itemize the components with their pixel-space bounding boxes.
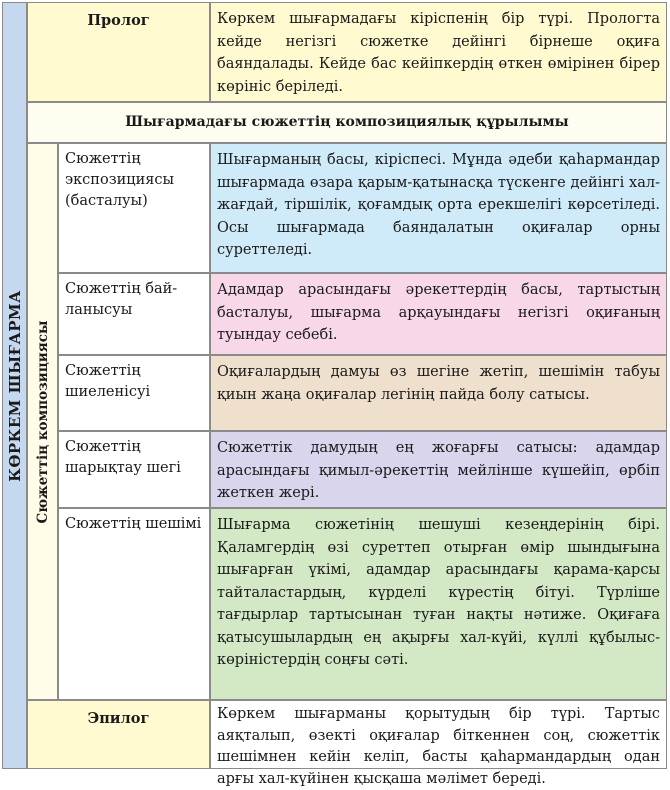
side-label-main-text: КӨРКЕМ ШЫҒАРМА: [5, 289, 24, 482]
epilogue-term: Эпилог: [27, 700, 210, 769]
stage-resolution-term: Сюжеттің шешімі: [58, 508, 210, 700]
section-heading: Шығармадағы сюжеттің композициялық құрылымы: [27, 102, 667, 143]
stage-rising-definition: Оқиғалардың дамуы өз шегіне жетіп, шешімін табуы қиын жаңа оқиғалар легінің пайда болу сатысы.: [210, 355, 667, 431]
epilogue-definition: Көркем шығарманы қорытудың бір түрі. Тартыс аяқталып, өзекті оқиғалар біткеннен соң, сюжеттік шешімнен кейін келіп, басты қаһармандардың одан арғы хал-күйінен қысқаша мәлімет береді.: [210, 700, 667, 769]
side-label-sub-text: Сюжеттің композициясы: [34, 319, 51, 524]
stage-exposition-term: Сюжеттің экспозициясы (басталуы): [58, 143, 210, 273]
stage-rising-term: Сюжеттің шиеленісуі: [58, 355, 210, 431]
side-label-main: [2, 2, 27, 769]
prologue-definition: Көркем шығармадағы кіріспенің бір түрі. Прологта кейде негізгі сюжетке дейінгі бірнеше оқиға баяндалады. Кейде бас кейіпкердің өткен өмірінен бірер көрініс беріледі.: [210, 2, 667, 102]
side-label-sub: [27, 143, 58, 700]
stage-exposition-definition: Шығарманың басы, кіріспесі. Мұнда әдеби қаһармандар шығармада өзара қарым-қатынасқа түскенге дейінгі хал-жағдай, тіршілік, қоғамдық орта ерекшелігі көрсетіледі. Осы шығармада баяндалатын оқиғалар орны суреттеледі.: [210, 143, 667, 273]
stage-complication-term: Сюжеттің байланысуы: [58, 273, 210, 355]
stage-resolution-definition: Шығарма сюжетінің шешуші кезеңдерінің бірі. Қаламгердің өзі суреттеп отырған өмір шындығына шығарған үкімі, адамдар арасындағы қарама-қарсы тайталастардың, күрделі күрестің бітуі. Түрліше тағдырлар тартысынан туған нақты нәтиже. Оқиғаға қатысушылардың ең ақырғы хал-күйі, күллі құбылыс-көріністердің соңғы сәті.: [210, 508, 667, 700]
stage-climax-term: Сюжеттің шарықтау шегі: [58, 431, 210, 508]
stage-climax-definition: Сюжеттік дамудың ең жоғарғы сатысы: адамдар арасындағы қимыл-әрекеттің мейлінше күшейіп, өрбіп жеткен жері.: [210, 431, 667, 508]
composition-table: [2, 2, 667, 787]
stage-complication-definition: Адамдар арасындағы әрекеттердің басы, тартыстың басталуы, шығарма арқауындағы негізгі оқиғаның туындау себебі.: [210, 273, 667, 355]
prologue-term: Пролог: [27, 2, 210, 102]
